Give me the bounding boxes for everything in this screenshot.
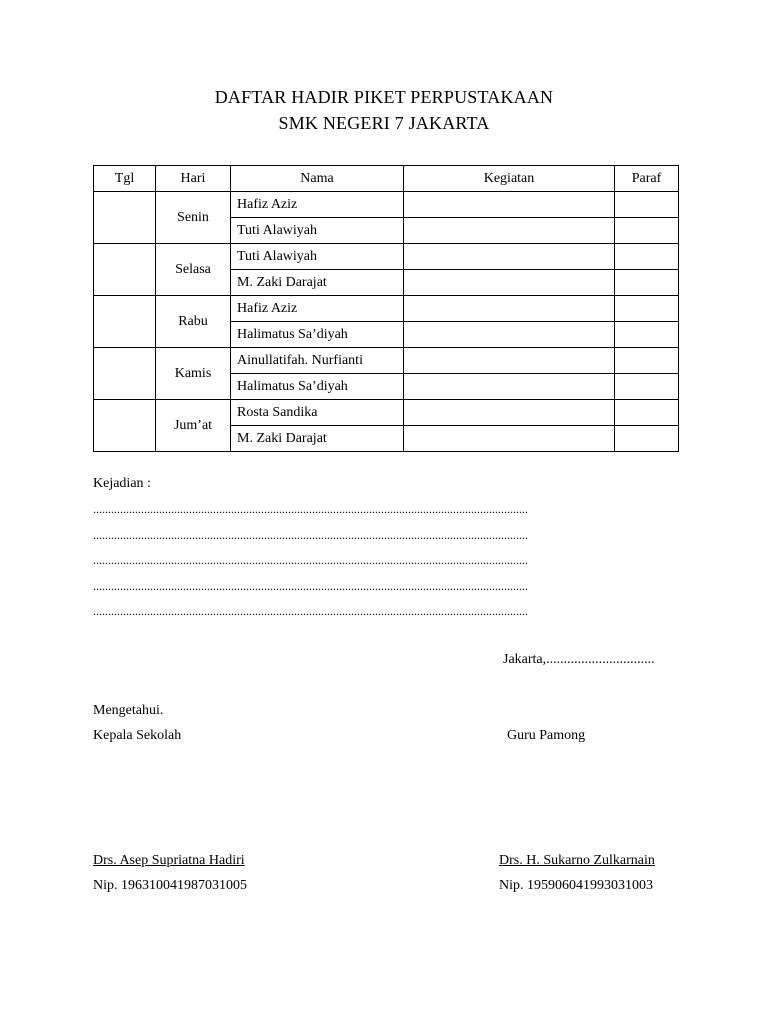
mentor-name: Drs. H. Sukarno Zulkarnain	[499, 853, 655, 868]
day-cell: Rabu	[156, 296, 231, 348]
signature-cell	[615, 270, 679, 296]
name-cell: Ainullatifah. Nurfianti	[231, 348, 404, 374]
date-cell	[94, 192, 156, 244]
incident-line: .................................................................................................................................................	[93, 502, 528, 516]
school-name: SMK NEGERI 7 JAKARTA	[278, 113, 490, 133]
activity-cell	[404, 426, 615, 452]
column-header-paraf: Paraf	[615, 166, 679, 192]
signature-cell	[615, 426, 679, 452]
attendance-table	[93, 165, 679, 452]
column-header-tgl: Tgl	[94, 166, 156, 192]
signature-cell	[615, 218, 679, 244]
table-row	[94, 244, 679, 270]
name-cell: Tuti Alawiyah	[231, 244, 404, 270]
activity-cell	[404, 192, 615, 218]
activity-cell	[404, 400, 615, 426]
date-cell	[94, 400, 156, 452]
table-row	[94, 296, 679, 322]
column-header-hari: Hari	[156, 166, 231, 192]
table-row	[94, 192, 679, 218]
document-title: DAFTAR HADIR PIKET PERPUSTAKAAN	[214, 87, 554, 107]
date-cell	[94, 296, 156, 348]
name-cell: M. Zaki Darajat	[231, 270, 404, 296]
column-header-kegiatan: Kegiatan	[404, 166, 615, 192]
table-header-row	[94, 166, 679, 192]
incident-line: .................................................................................................................................................	[93, 528, 528, 542]
acknowledged-label: Mengetahui.	[93, 703, 164, 718]
name-cell: Hafiz Aziz	[231, 192, 404, 218]
activity-cell	[404, 270, 615, 296]
name-cell: Rosta Sandika	[231, 400, 404, 426]
place-date: Jakarta,...............................	[503, 652, 655, 667]
activity-cell	[404, 296, 615, 322]
name-cell: Halimatus Sa’diyah	[231, 374, 404, 400]
table-row	[94, 348, 679, 374]
mentor-role: Guru Pamong	[507, 728, 586, 743]
incident-line: .................................................................................................................................................	[93, 604, 528, 618]
principal-name: Drs. Asep Supriatna Hadiri	[93, 853, 245, 868]
principal-nip: Nip. 196310041987031005	[93, 878, 247, 893]
day-cell: Senin	[156, 192, 231, 244]
activity-cell	[404, 322, 615, 348]
table-row	[94, 400, 679, 426]
name-cell: M. Zaki Darajat	[231, 426, 404, 452]
principal-role: Kepala Sekolah	[93, 728, 182, 743]
activity-cell	[404, 348, 615, 374]
signature-cell	[615, 400, 679, 426]
column-header-nama: Nama	[231, 166, 404, 192]
signature-cell	[615, 244, 679, 270]
day-cell: Jum’at	[156, 400, 231, 452]
signature-cell	[615, 348, 679, 374]
name-cell: Tuti Alawiyah	[231, 218, 404, 244]
activity-cell	[404, 244, 615, 270]
day-cell: Kamis	[156, 348, 231, 400]
signature-cell	[615, 296, 679, 322]
signature-cell	[615, 374, 679, 400]
date-cell	[94, 348, 156, 400]
signature-cell	[615, 192, 679, 218]
incident-line: .................................................................................................................................................	[93, 579, 528, 593]
incident-label: Kejadian :	[93, 476, 151, 491]
name-cell: Hafiz Aziz	[231, 296, 404, 322]
day-cell: Selasa	[156, 244, 231, 296]
activity-cell	[404, 218, 615, 244]
activity-cell	[404, 374, 615, 400]
date-cell	[94, 244, 156, 296]
name-cell: Halimatus Sa’diyah	[231, 322, 404, 348]
mentor-nip: Nip. 195906041993031003	[499, 878, 653, 893]
incident-line: .................................................................................................................................................	[93, 553, 528, 567]
signature-cell	[615, 322, 679, 348]
